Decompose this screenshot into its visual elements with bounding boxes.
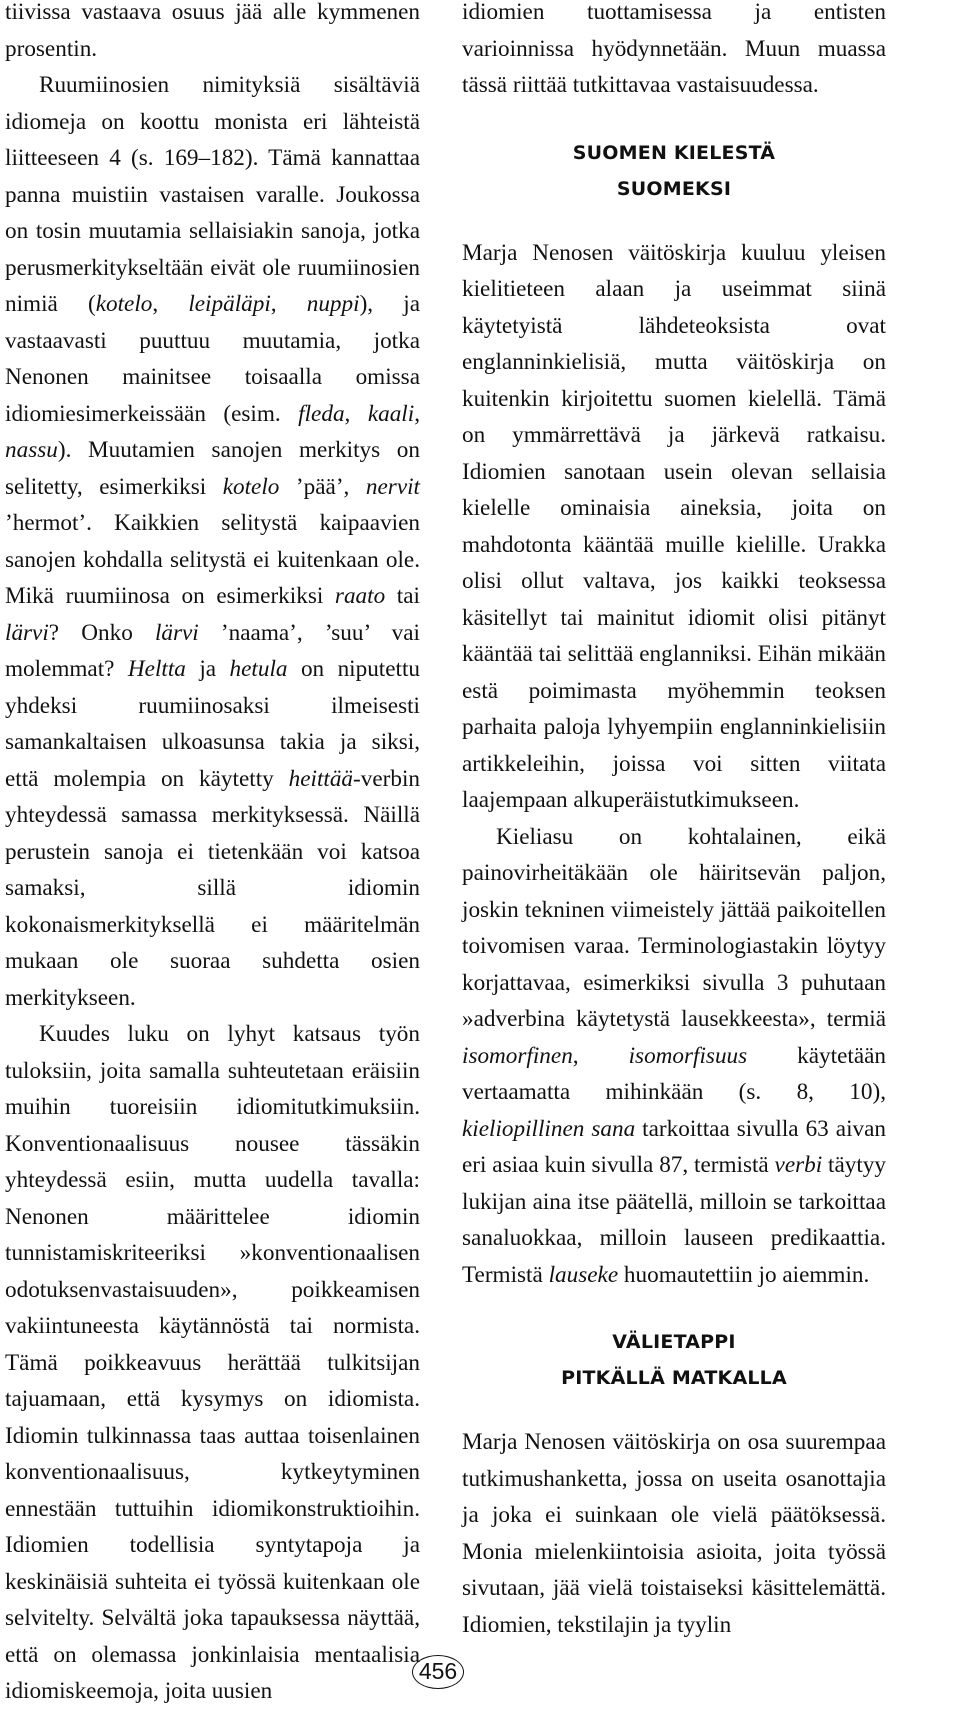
paragraph-language-quality: Kieliasu on kohtalainen, eikä painovirheitäkään ole häiritsevän paljon, joskin tekninen viimeistely jättää paikoitellen toivomisen varaa. Terminologiastakin löytyy korjattavaa, esimerkiksi sivulla 3 puhutaan »adverbina käytetystä lausekkeesta», termiä isomorfinen, isomorfisuus käytetään vertaamatta mihinkään (s. 8, 10), kieliopillinen sana tarkoittaa sivulla 63 aivan eri asiaa kuin sivulla 87, termistä verbi täytyy lukijan aina itse päätellä, milloin se tarkoittaa sanaluokkaa, milloin lauseen predikaattia. Termistä lauseke huomautettiin jo aiemmin. [462, 823, 886, 1288]
paragraph-idiom-appendix: Ruumiinosien nimityksiä sisältäviä idiomeja on koottu monista eri lähteistä liitteeseen 4 (s. 169–182). Tämä kannattaa panna muistiin vastaisen varalle. Joukossa on tosin muutamia sellaisiakin sanoja, jotka perusmerkitykseltään eivät ole ruumiinosien nimiä (kotelo, leipäläpi, nuppi), ja vastaavasti puuttuu muutamia, jotka Nenonen mainitsee toisaalla omissa idiomiesimerkeissään (esim. fleda, kaali, nassu). Muutamien sanojen merkitys on selitetty, esimerkiksi kotelo ’pää’, nervit ’hermot’. Kaikkien selitystä kaipaavien sanojen kohdalla selitystä ei kuitenkaan ole. Mikä ruumiinosa on esimerkiksi raato tai lärvi? Onko lärvi ’naama’, ’suu’ vai molemmat? Heltta ja hetula on niputettu yhdeksi ruumiinosaksi ilmeisesti samankaltaisen ulkoasunsa takia ja siksi, että molempia on käytetty heittää-verbin yhteydessä samassa merkityksessä. Näillä perustein sanoja ei tietenkään voi katsoa samaksi, sillä idiomin kokonaismerkityksellä ei määritelmän mukaan ole suoraa suhdetta osien merkitykseen. [5, 72, 421, 1011]
italic-term: heittää [288, 765, 354, 792]
italic-term: Heltta [127, 656, 186, 682]
italic-term: nuppi [306, 291, 360, 317]
italic-term: kotelo [95, 291, 153, 317]
italic-term: verbi [774, 1152, 823, 1178]
italic-term: lärvi [5, 619, 49, 646]
italic-term: isomorfinen [462, 1042, 573, 1069]
page-number: 456 [412, 1655, 464, 1689]
italic-term: nervit [365, 473, 420, 500]
paragraph-continuation: tiivissa vastaava osuus jää alle kymmenen prosentin. [5, 0, 420, 62]
italic-term: lauseke [548, 1261, 619, 1288]
italic-term: nassu [5, 437, 58, 463]
section-heading [462, 135, 886, 207]
italic-term: kotelo [222, 473, 280, 500]
italic-term: hetula [229, 656, 288, 682]
italic-term: lärvi [154, 619, 199, 646]
paragraph-chapter-six: Kuudes luku on lyhyt katsaus työn tuloksiin, joita samalla suhteutetaan eräisiin muihin tuoreisiin idiomitutkimuksiin. Konventionaalisuus nousee tässäkin yhteydessä esiin, mutta uudella tavalla: Nenonen määrittelee idiomin tunnistamiskriteeriksi »konventionaalisen odotuksenvastaisuuden», poikkeamisen vakiintuneesta käytännöstä tai normista. Tämä poikkeavuus herättää tulkitsijan tajuamaan, että kysymys on idiomista. Idiomin tulkinnassa taas auttaa toisenlainen konventionaalisuus, kytkeytyminen ennestään tuttuihin idiomikonstruktioihin. Idiomien todellisia syntytapoja ja keskinäisiä suhteita ei työssä kuitenkaan ole selvitelty. Selvältä joka tapauksessa näyttää, että on olemassa jonkinlaisia mentaalisia idiomiskeemoja, joita uusien [5, 1021, 420, 1704]
italic-term: raato [334, 583, 386, 609]
section-heading-line: SUOMEKSI [616, 177, 732, 200]
paragraph-language-choice: Marja Nenosen väitöskirja kuuluu yleisen kielitieteen alaan ja useimmat siinä käytetyistä lähdeteoksista ovat englanninkielisiä, mutta väitöskirja on kuitenkin kirjoitettu suomen kielellä. Tämä on ymmärrettävä ja järkevä ratkaisu. Idiomien sanotaan usein olevan sellaisia kielelle ominaisia aineksia, joita on mahdotonta kääntää muille kielille. Urakka olisi ollut valtava, jos kaikki teoksessa käsitellyt tai mainitut idiomit olisi pitänyt kääntää tai selittää englanniksi. Eihän mikään estä poimimasta myöhemmin teoksen parhaita paloja lyhyempiin englanninkielisiin artikkeleihin, joissa voi sitten viitata laajempaan alkuperäistutkimukseen. [462, 239, 886, 813]
paragraph-continuation: idiomien tuottamisessa ja entisten varioinnissa hyödynnetään. Muun muassa tässä riittää tutkittavaa vastaisuudessa. [462, 0, 886, 98]
paragraph-research-project: Marja Nenosen väitöskirja on osa suurempaa tutkimushanketta, jossa on useita osanottajia ja joka ei suinkaan ole vielä päätöksessä. Monia mielenkiintoisia asioita, joita työssä sivutaan, jää vielä toistaiseksi käsittelemättä. Idiomien, tekstilajin ja tyylin [462, 1429, 886, 1638]
left-column [5, 0, 420, 1710]
section-heading [462, 1324, 886, 1396]
italic-term: kaali [367, 400, 415, 427]
italic-term: kieliopillinen sana [462, 1115, 636, 1142]
right-column [462, 0, 886, 1643]
section-heading-line: PITKÄLLÄ MATKALLA [561, 1367, 787, 1389]
section-heading-line: SUOMEN KIELESTÄ [572, 141, 776, 164]
section-heading-line: VÄLIETAPPI [612, 1331, 736, 1353]
italic-term: fleda [298, 400, 345, 427]
italic-term: isomorfisuus [628, 1042, 748, 1069]
italic-term: leipäläpi [188, 291, 271, 317]
